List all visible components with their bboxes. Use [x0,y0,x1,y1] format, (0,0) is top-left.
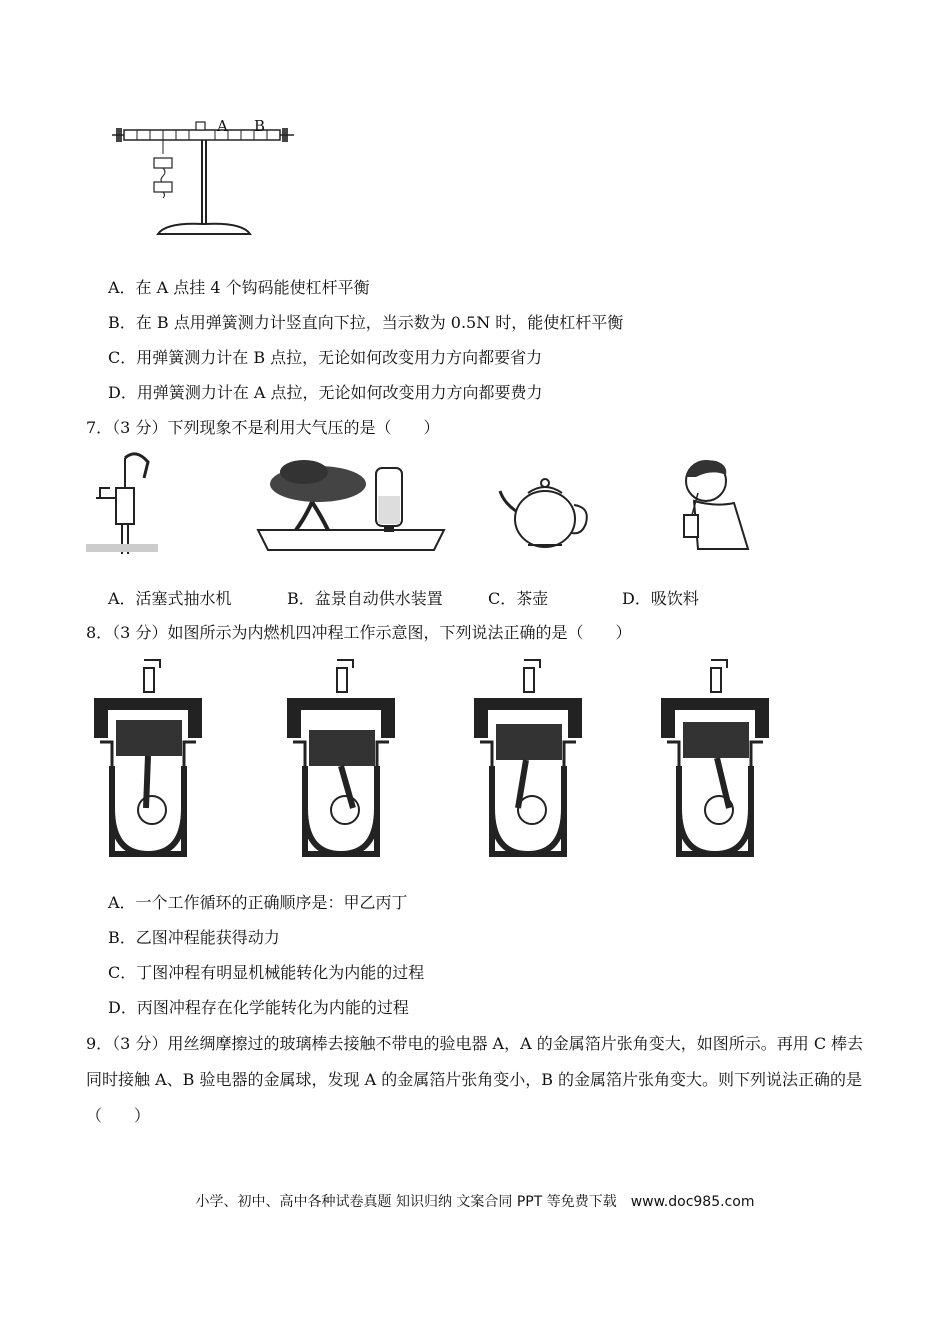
bonsai-water-device-image [258,454,444,556]
q8-stem: 8．（3 分）如图所示为内燃机四冲程工作示意图，下列说法正确的是（ ） [86,623,632,642]
q7-option-c: C．茶壶 [488,589,549,608]
q7-option-d: D．吸饮料 [622,589,699,608]
q7-option-a: A．活塞式抽水机 [108,589,232,608]
piston-pump-image [86,448,166,560]
q6-option-d: D．用弹簧测力计在 A 点拉，无论如何改变用力方向都要费力 [108,383,543,402]
engine-stroke-diagram-4 [655,658,775,863]
lever-figure [110,112,300,242]
q9-stem: 9．（3 分）用丝绸摩擦过的玻璃棒去接触不带电的验电器 A，A 的金属箔片张角变大，如图所示。再用 C 棒去同时接触 A、B 验电器的金属球，发现 A 的金属箔片张角变小，B 的金属箔片张角变大。则下列说法正确的是（ ） [86,1034,864,1125]
q8-option-a: A．一个工作循环的正确顺序是：甲乙丙丁 [108,893,408,912]
page-footer: 小学、初中、高中各种试卷真题 知识归纳 文案合同 PPT 等免费下载 www.doc985.com [195,1194,755,1210]
teapot-image [498,463,592,553]
drinking-straw-image [676,455,758,551]
q7-option-b: B．盆景自动供水装置 [287,589,443,608]
q6-option-a: A．在 A 点挂 4 个钩码能使杠杆平衡 [108,278,370,297]
q6-option-b: B．在 B 点用弹簧测力计竖直向下拉，当示数为 0.5N 时，能使杠杆平衡 [108,313,624,332]
engine-stroke-diagram-3 [468,658,588,863]
engine-stroke-diagram-2 [281,658,401,863]
lever-label-a: A [217,117,228,135]
engine-stroke-diagram-1 [88,658,208,863]
q8-option-d: D．丙图冲程存在化学能转化为内能的过程 [108,998,409,1017]
q7-stem: 7．（3 分）下列现象不是利用大气压的是（ ） [86,418,440,437]
lever-label-b: B [254,117,266,135]
q8-option-b: B．乙图冲程能获得动力 [108,928,280,947]
q8-option-c: C．丁图冲程有明显机械能转化为内能的过程 [108,963,425,982]
q6-option-c: C．用弹簧测力计在 B 点拉，无论如何改变用力方向都要省力 [108,348,543,367]
